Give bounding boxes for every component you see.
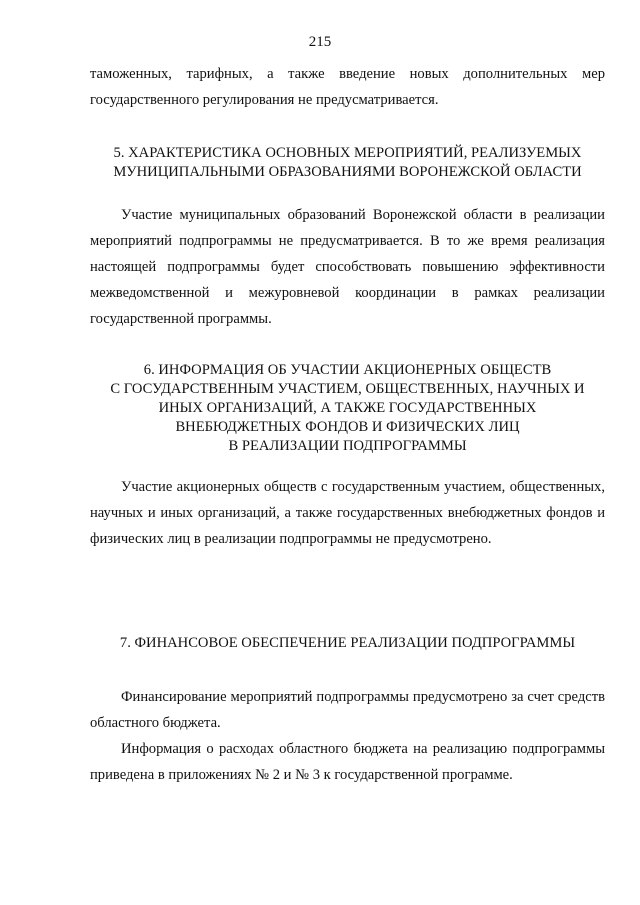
section-6-paragraph-block <box>90 474 605 552</box>
section-6-heading <box>90 361 605 456</box>
section-6-heading-line-1: 6. ИНФОРМАЦИЯ ОБ УЧАСТИИ АКЦИОНЕРНЫХ ОБЩЕСТВ <box>143 362 552 378</box>
section-7-heading <box>90 634 605 653</box>
section-5-heading-line-1: 5. ХАРАКТЕРИСТИКА ОСНОВНЫХ МЕРОПРИЯТИЙ, РЕАЛИЗУЕМЫХ <box>113 145 582 161</box>
section-7-paragraph-2: Информация о расходах областного бюджета на реализацию подпрограммы приведена в приложениях № 2 и № 3 к государственной программе. <box>90 741 605 783</box>
section-7-paragraph-block <box>90 684 605 788</box>
section-7-heading-line: 7. ФИНАНСОВОЕ ОБЕСПЕЧЕНИЕ РЕАЛИЗАЦИИ ПОДПРОГРАММЫ <box>119 635 576 651</box>
section-5-heading-line-2: МУНИЦИПАЛЬНЫМИ ОБРАЗОВАНИЯМИ ВОРОНЕЖСКОЙ ОБЛАСТИ <box>113 164 582 180</box>
intro-line-2: государственного регулирования не предусматривается. <box>90 92 439 108</box>
section-6-heading-line-5: В РЕАЛИЗАЦИИ ПОДПРОГРАММЫ <box>228 438 467 454</box>
section-5-paragraph-block <box>90 202 605 332</box>
page-number: 215 <box>308 34 332 50</box>
section-6-heading-line-3: ИНЫХ ОРГАНИЗАЦИЙ, А ТАКЖЕ ГОСУДАРСТВЕННЫХ <box>158 400 537 416</box>
section-6-heading-line-2: С ГОСУДАРСТВЕННЫМ УЧАСТИЕМ, ОБЩЕСТВЕННЫХ, НАУЧНЫХ И <box>110 381 585 397</box>
section-5-paragraph: Участие муниципальных образований Воронежской области в реализации мероприятий подпрограммы не предусматривается. В то же время реализация настоящей подпрограммы будет способствовать повышению эффективности межведомственной и межуровневой координации в рамках реализации государственной программы. <box>90 207 605 327</box>
intro-line-1: таможенных, тарифных, а также введение новых дополнительных мер <box>90 66 605 82</box>
section-5-heading <box>90 144 605 182</box>
intro-paragraph <box>90 61 605 113</box>
section-6-heading-line-4: ВНЕБЮДЖЕТНЫХ ФОНДОВ И ФИЗИЧЕСКИХ ЛИЦ <box>175 419 520 435</box>
section-6-paragraph: Участие акционерных обществ с государственным участием, общественных, научных и иных организаций, а также государственных внебюджетных фондов и физических лиц в реализации подпрограммы не предусмотрено. <box>90 479 605 547</box>
section-7-paragraph-1: Финансирование мероприятий подпрограммы предусмотрено за счет средств областного бюджета. <box>90 689 605 731</box>
